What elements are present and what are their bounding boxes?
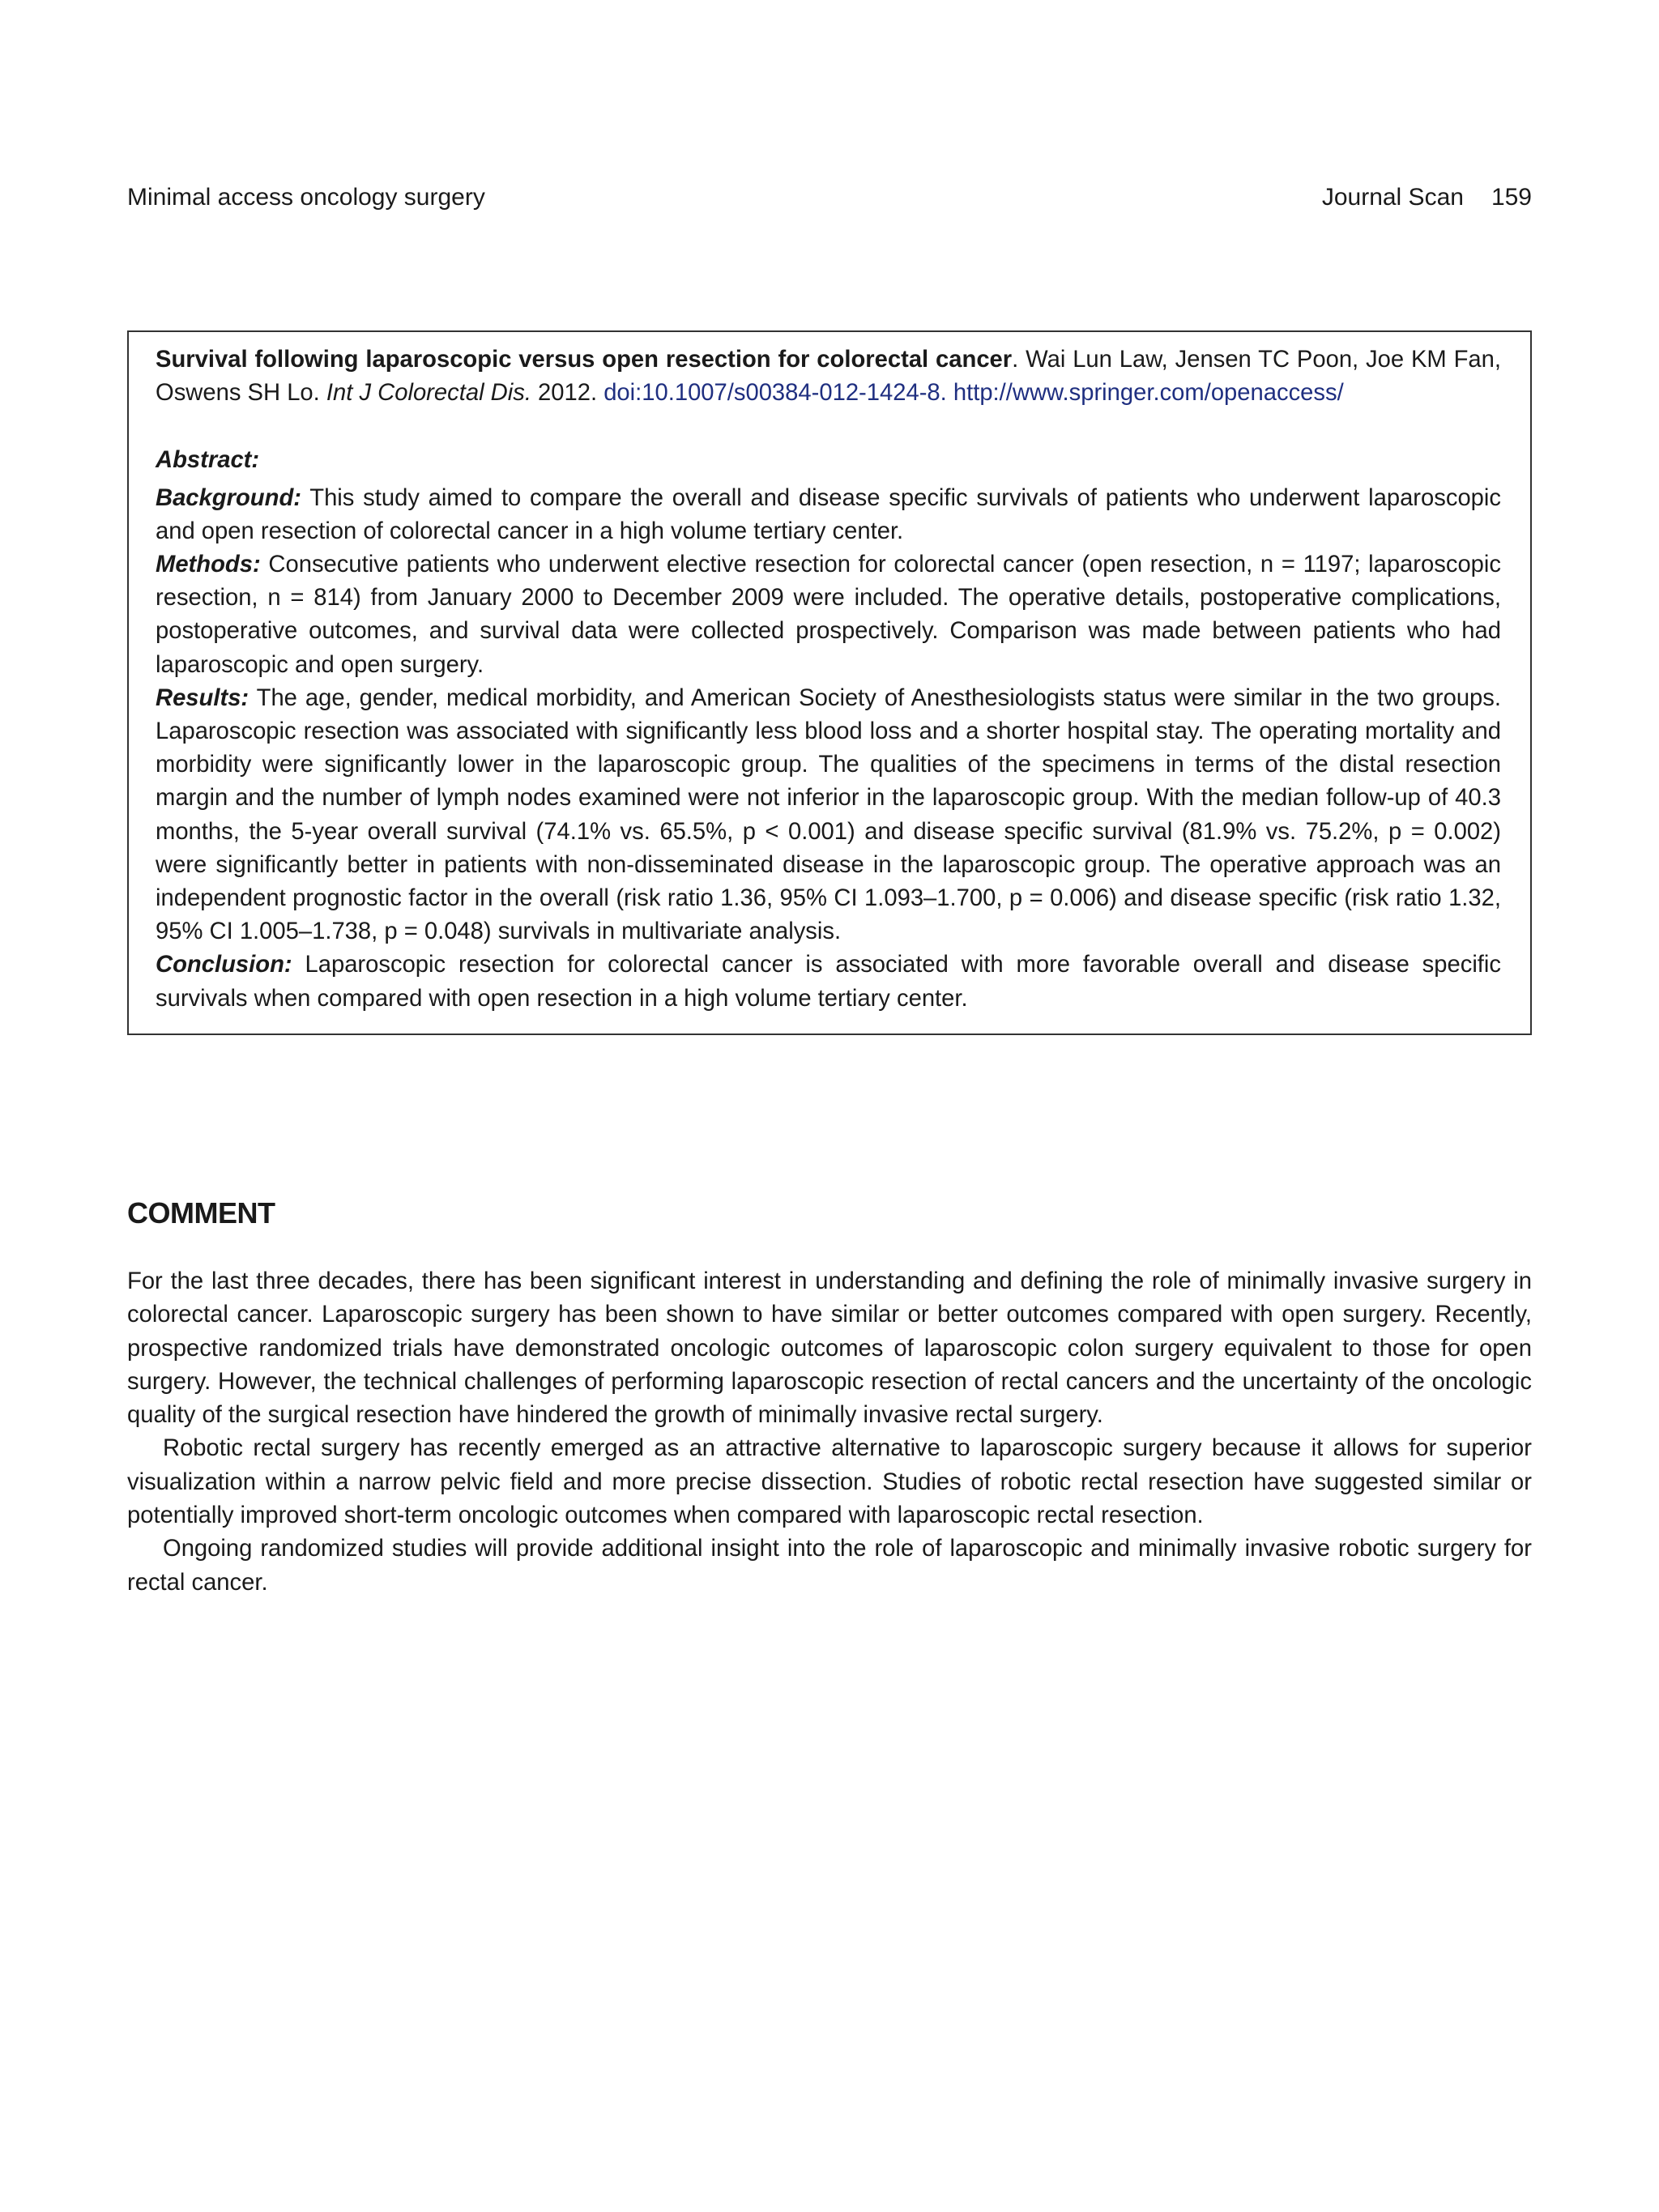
page-number: 159 [1491,184,1532,211]
journal-name: Int J Colorectal Dis. [326,380,531,407]
methods-label: Methods: [156,552,261,578]
results-label: Results: [156,684,249,711]
methods-text: Consecutive patients who underwent elective resection for colorectal cancer (open resection, n = 1197; laparoscopic resection, n = 814) from January 2000 to December 2009 were included. The operative details, postoperative complications, postoperative outcomes, and survival data were collected prospectively. Comparison was made between patients who had laparoscopic and open surgery. [156,552,1501,678]
article-authors: Wai Lun Law, Jensen TC Poon, Joe KM Fan, Oswens SH Lo. [156,347,1502,407]
abstract-results [156,682,1501,949]
journal-section-label: Journal Scan [1321,184,1464,211]
comment-heading: COMMENT [127,1196,275,1230]
comment-paragraph: For the last three decades, there has been significant interest in understanding and defining the role of minimally invasive surgery in colorectal cancer. Laparoscopic surgery has been shown to have similar or better outcomes compared with open surgery. Recently, prospective randomized trials have demonstrated oncologic outcomes of laparoscopic colon surgery equivalent to those for open surgery. However, the technical challenges of performing laparoscopic resection of rectal cancers and the uncertainty of the oncologic quality of the surgical resection have hindered the growth of minimally invasive rectal surgery. [127,1268,1532,1429]
running-head-right [1322,181,1532,214]
abstract-conclusion [156,948,1501,1015]
background-text: This study aimed to compare the overall and disease specific survivals of patients who underwent laparoscopic and open resection of colorectal cancer in a high volume tertiary center. [156,484,1501,544]
abstract-heading: Abstract: [156,447,260,474]
abstract-box [127,330,1532,1035]
article-title-period: . [1012,347,1019,373]
comment-paragraph: Ongoing randomized studies will provide additional insight into the role of laparoscopic and minimally invasive robotic surgery for rectal cancer. [127,1536,1532,1596]
article-title: Survival following laparoscopic versus open resection for colorectal cancer [156,347,1013,373]
background-label: Background: [156,484,301,511]
results-text: The age, gender, medical morbidity, and American Society of Anesthesiologists status were similar in the two groups. Laparoscopic resection was associated with significantly less blood loss and a shorter hospital stay. The operating mortality and morbidity were significantly lower in the laparoscopic group. The qualities of the specimens in terms of the distal resection margin and the number of lymph nodes examined were not inferior in the laparoscopic group. With the median follow-up of 40.3 months, the 5-year overall survival (74.1% vs. 65.5%, p < 0.001) and disease specific survival (81.9% vs. 75.2%, p = 0.002) were significantly better in patients with non-disseminated disease in the laparoscopic group. The operative approach was an independent prognostic factor in the overall (risk ratio 1.36, 95% CI 1.093–1.700, p = 0.006) and disease specific (risk ratio 1.32, 95% CI 1.005–1.738, p = 0.048) survivals in multivariate analysis. [156,684,1501,945]
publication-year: 2012. [538,380,598,407]
comment-paragraph: Robotic rectal surgery has recently emerged as an attractive alternative to laparoscopic surgery because it allows for superior visualization within a narrow pelvic field and more precise dissection. Studies of robotic rectal resection have suggested similar or potentially improved short-term oncologic outcomes when compared with laparoscopic rectal resection. [127,1435,1532,1529]
abstract-background [156,482,1501,548]
conclusion-label: Conclusion: [156,952,292,978]
conclusion-text: Laparoscopic resection for colorectal cancer is associated with more favorable overall and disease specific survivals when compared with open resection in a high volume tertiary center. [156,952,1501,1012]
running-head [127,181,1532,214]
doi-link[interactable]: doi:10.1007/s00384-012-1424-8. [603,380,947,407]
open-access-link[interactable]: http://www.springer.com/openaccess/ [953,380,1344,407]
citation [156,343,1501,410]
comment-body [127,1265,1532,1600]
running-head-section: Minimal access oncology surgery [127,184,485,211]
abstract-methods [156,548,1501,682]
